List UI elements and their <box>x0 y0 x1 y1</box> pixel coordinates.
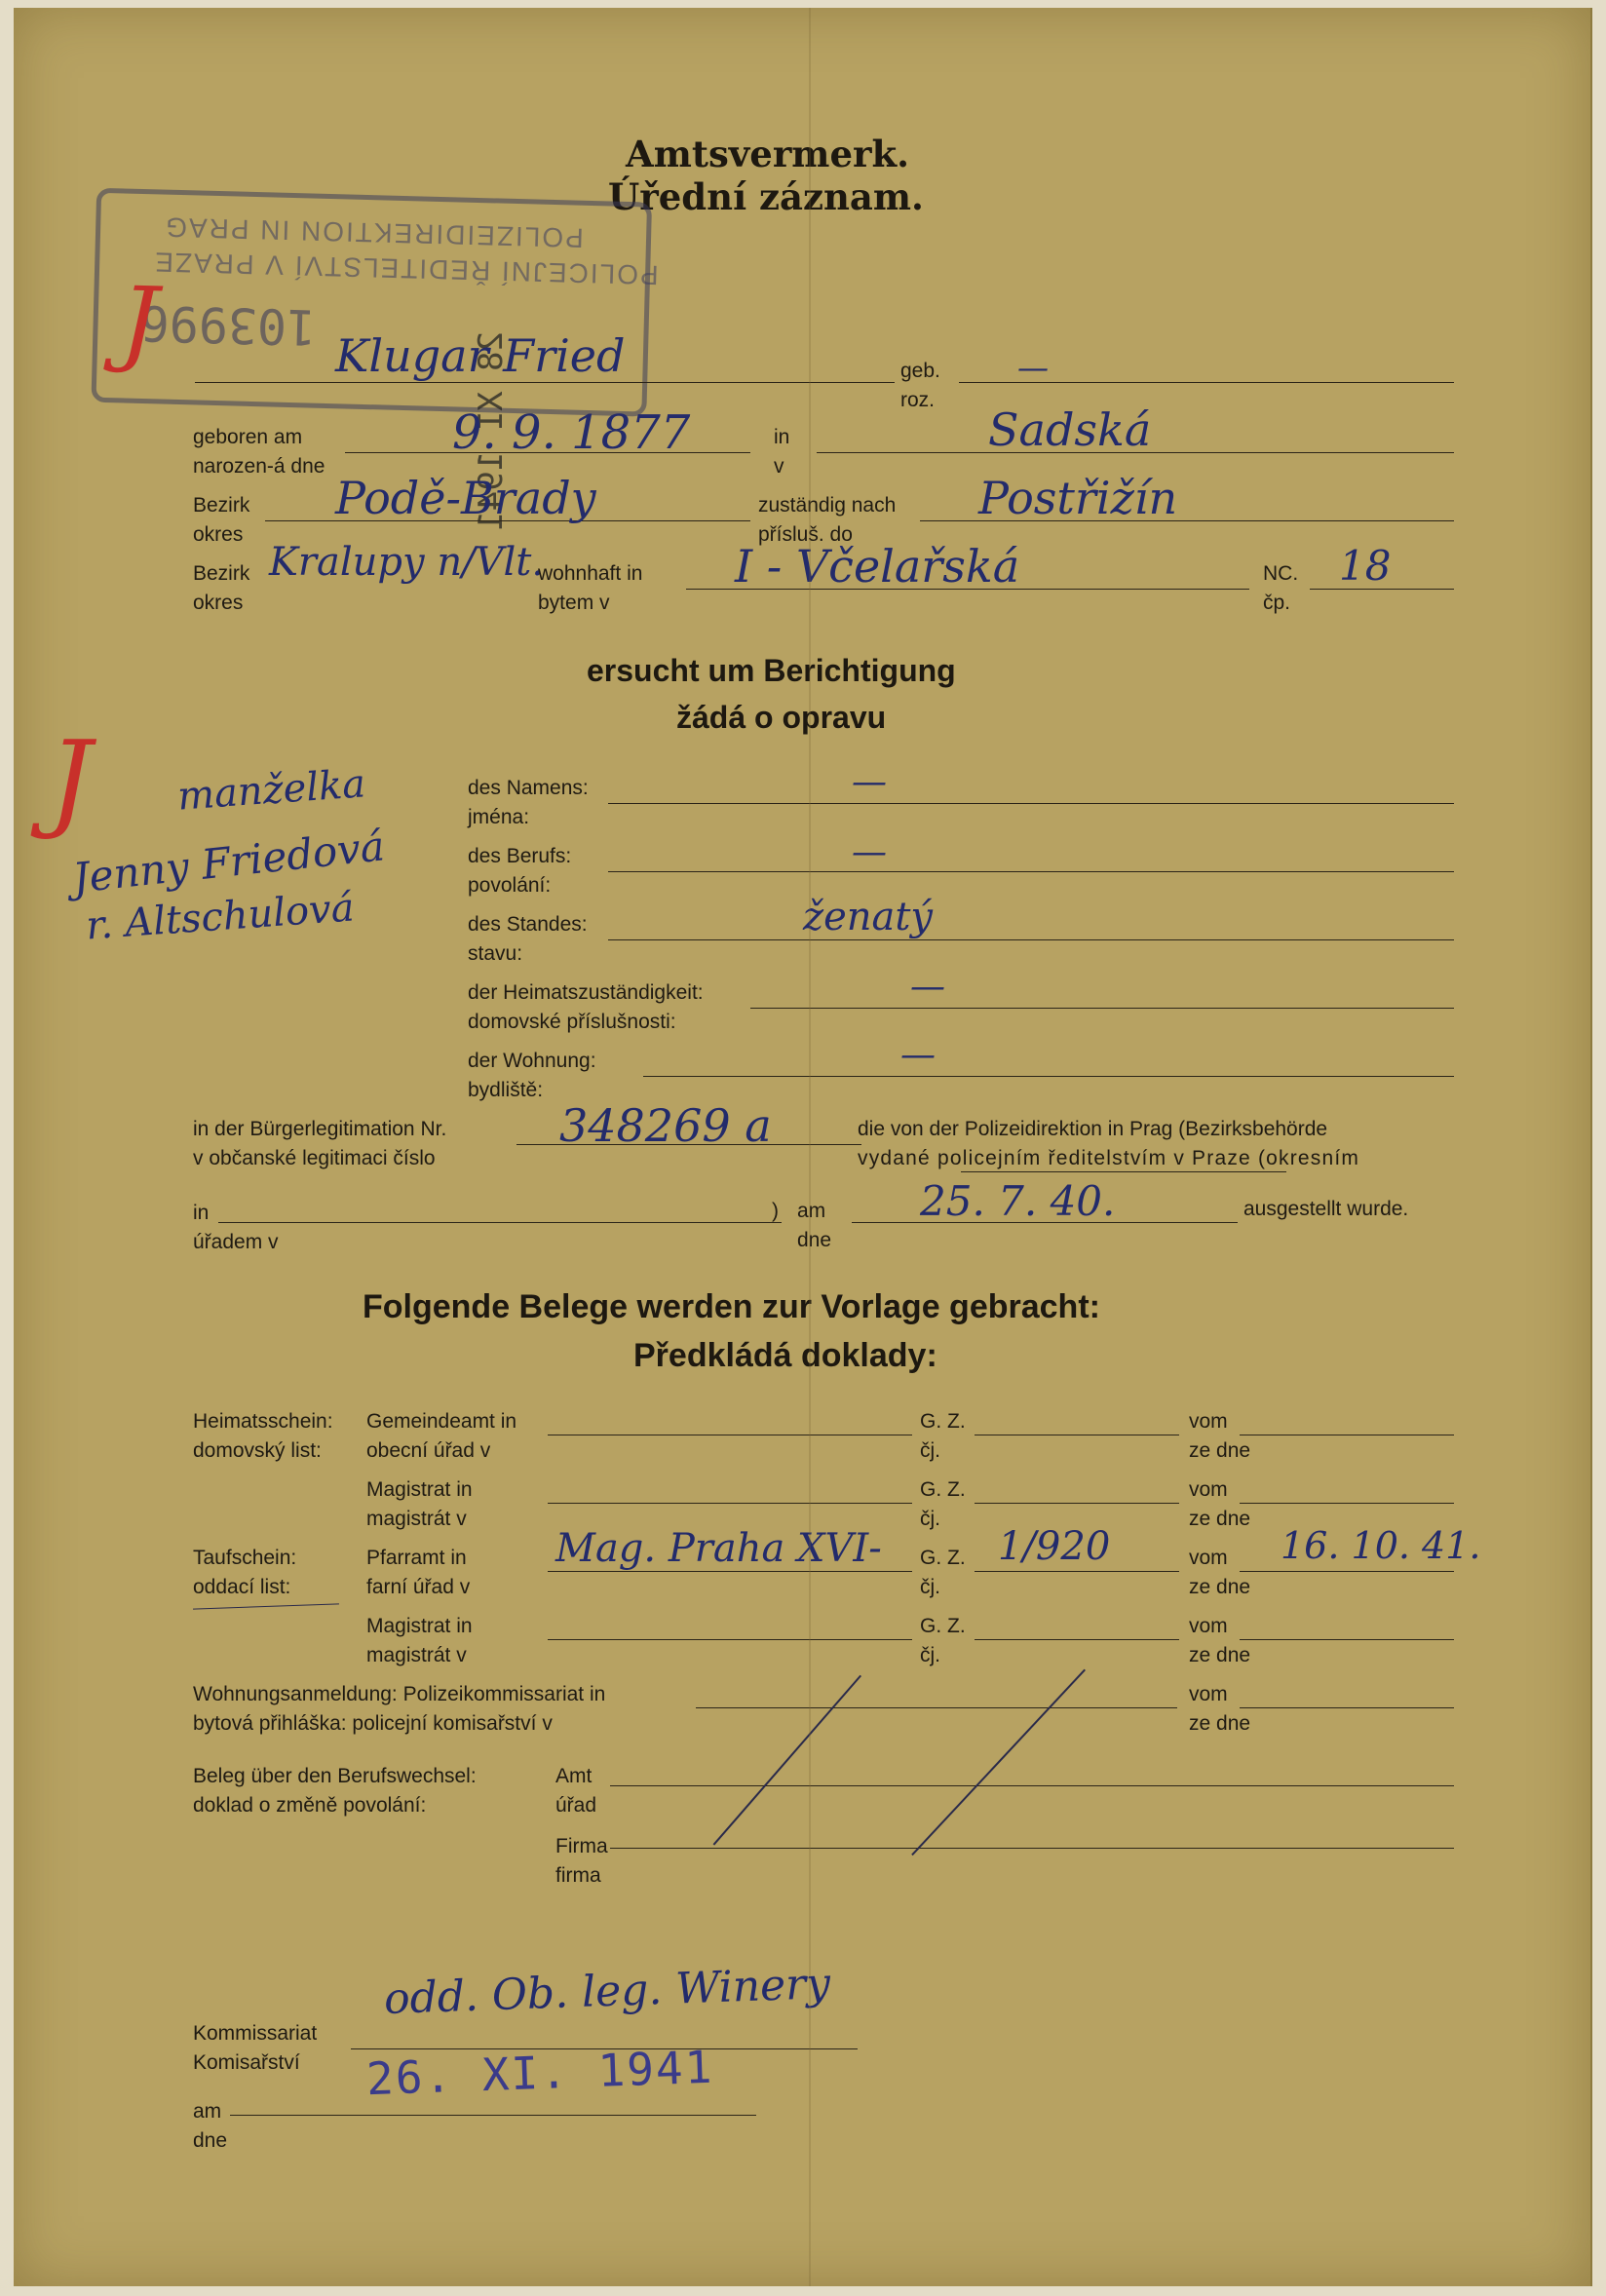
gz-cs-2: čj. <box>920 1508 940 1530</box>
side-note-line1: manželka <box>175 761 367 820</box>
name-value: Klugar Fried <box>335 329 626 382</box>
beleg-cs: doklad o změně povolání: <box>193 1794 427 1817</box>
vom-de-2: vom <box>1189 1478 1228 1501</box>
correction-heimat-cs: domovské příslušnosti: <box>468 1011 676 1033</box>
kommissariat-cs: Komisařství <box>193 2051 300 2074</box>
beleg-de: Beleg über den Berufswechsel: <box>193 1765 477 1787</box>
wohnhaft-value: I - Včelařská <box>735 540 1020 593</box>
footer-am-de: am <box>193 2100 222 2123</box>
firma-de: Firma <box>555 1835 608 1857</box>
gz-de-1: G. Z. <box>920 1410 966 1433</box>
legit-am-de: am <box>797 1200 826 1222</box>
born-value: 9. 9. 1877 <box>452 405 691 460</box>
bezirk-label-cs: okres <box>193 523 244 546</box>
document-sheet <box>14 8 1592 2286</box>
bezirk2-value: Kralupy n/Vlt. <box>269 540 545 585</box>
bezirk-label-de: Bezirk <box>193 494 250 517</box>
side-note-line3: r. Altschulová <box>84 885 356 949</box>
gz-cs-4: čj. <box>920 1644 940 1666</box>
vom-cs-1: ze dne <box>1189 1439 1251 1462</box>
nc-value: 18 <box>1339 542 1392 590</box>
vom-de-4: vom <box>1189 1615 1228 1637</box>
side-note-line2: Jenny Friedová <box>70 822 388 902</box>
amt-cs: úřad <box>555 1794 597 1817</box>
title-de: Amtsvermerk. <box>626 133 910 175</box>
kommissariat-de: Kommissariat <box>193 2022 318 2045</box>
magistrat-de-2: Magistrat in <box>366 1615 473 1637</box>
vom-cs-5: ze dne <box>1189 1712 1251 1735</box>
pfarramt-cs: farní úřad v <box>366 1576 471 1598</box>
date-stamp: 26. XI. 1941 <box>365 2040 715 2106</box>
legit-paren: ) <box>772 1200 779 1222</box>
wohnhaft-label-de: wohnhaft in <box>538 562 643 585</box>
gemeindeamt-de: Gemeindeamt in <box>366 1410 517 1433</box>
bezirk-value: Podě-Brady <box>335 472 596 524</box>
correction-heimat-de: der Heimatszuständigkeit: <box>468 981 704 1004</box>
zustandig-value: Postřižín <box>978 472 1178 524</box>
magistrat-de-1: Magistrat in <box>366 1478 473 1501</box>
correction-name-value: — <box>852 762 887 802</box>
stamp-ref: 103996 <box>138 293 317 356</box>
strike-line <box>713 1675 861 1846</box>
vom-cs-3: ze dne <box>1189 1576 1251 1598</box>
vom-value: 16. 10. 41. <box>1281 1524 1481 1567</box>
correction-berufs-cs: povolání: <box>468 874 552 897</box>
correction-name-de: des Namens: <box>468 777 589 799</box>
taufschein-de: Taufschein: <box>193 1547 297 1569</box>
correction-standes-cs: stavu: <box>468 942 523 965</box>
amt-de: Amt <box>555 1765 593 1787</box>
gz-de-4: G. Z. <box>920 1615 966 1637</box>
legit-value: 348269 a <box>559 1099 772 1152</box>
geb-value: — <box>1017 349 1049 386</box>
stamp-date-rotated: 28 XI 1941 <box>472 331 511 531</box>
legit-text-de: die von der Polizeidirektion in Prag (Bezirksbehörde <box>858 1118 1328 1140</box>
correction-berufs-value: — <box>852 832 887 872</box>
correction-standes-value: ženatý <box>803 895 934 939</box>
legit-in-cs: úřadem v <box>193 1231 279 1253</box>
heimatsschein-de: Heimatsschein: <box>193 1410 333 1433</box>
legit-issued: ausgestellt wurde. <box>1243 1198 1409 1220</box>
bezirk2-label-de: Bezirk <box>193 562 250 585</box>
stamp-line2: POLICEJNÍ ŘEDITELSTVÍ V PRAZE <box>152 247 660 290</box>
title-cs: Úřední záznam. <box>608 175 924 218</box>
correction-name-cs: jména: <box>468 806 530 828</box>
zustandig-label-de: zuständig nach <box>758 494 897 517</box>
stamp-line1: POLIZEIDIREKTION IN PRAG <box>163 211 585 253</box>
heimatsschein-cs: domovský list: <box>193 1439 322 1462</box>
stamp-mark: J <box>119 266 160 377</box>
nc-label-cs: čp. <box>1263 592 1291 614</box>
belege-cs: Předkládá doklady: <box>633 1337 937 1374</box>
gz-cs-1: čj. <box>920 1439 940 1462</box>
geb-label: geb. <box>900 360 940 382</box>
vom-cs-2: ze dne <box>1189 1508 1251 1530</box>
zustandig-label-cs: přísluš. do <box>758 523 853 546</box>
correction-berufs-de: des Berufs: <box>468 845 572 867</box>
fold-line <box>809 8 811 2286</box>
magistrat-cs-2: magistrát v <box>366 1644 467 1666</box>
bezirk2-label-cs: okres <box>193 592 244 614</box>
wohnung-cs: bytová přihláška: policejní komisařství v <box>193 1712 553 1735</box>
nc-label-de: NC. <box>1263 562 1299 585</box>
legit-date-value: 25. 7. 40. <box>920 1177 1116 1225</box>
kommissariat-value: odd. Ob. leg. Winery <box>383 1959 831 2024</box>
born-label-cs: narozen-á dne <box>193 455 325 478</box>
pfarramt-de: Pfarramt in <box>366 1547 467 1569</box>
wohnhaft-label-cs: bytem v <box>538 592 610 614</box>
side-note-mark: J <box>49 717 93 842</box>
firma-cs: firma <box>555 1864 601 1887</box>
belege-de: Folgende Belege werden zur Vorlage gebracht: <box>363 1288 1100 1325</box>
pfarramt-value: Mag. Praha XVI- <box>555 1526 882 1571</box>
gz-de-2: G. Z. <box>920 1478 966 1501</box>
vom-de-5: vom <box>1189 1683 1228 1705</box>
correction-heimat-value: — <box>910 967 945 1007</box>
footer-am-cs: dne <box>193 2129 228 2152</box>
born-label-de: geboren am <box>193 426 303 448</box>
strike-line-2 <box>911 1669 1086 1856</box>
roz-label: roz. <box>900 389 936 411</box>
gz-value: 1/920 <box>998 1524 1111 1569</box>
taufschein-cs: oddací list: <box>193 1576 291 1598</box>
legit-label-de: in der Bürgerlegitimation Nr. <box>193 1118 447 1140</box>
request-de: ersucht um Berichtigung <box>587 653 956 688</box>
vom-cs-4: ze dne <box>1189 1644 1251 1666</box>
legit-text-cs: vydané policejním ředitelstvím v Praze (okresním <box>858 1147 1360 1169</box>
correction-wohnung-cs: bydliště: <box>468 1079 544 1101</box>
correction-standes-de: des Standes: <box>468 913 588 936</box>
wohnung-de: Wohnungsanmeldung: Polizeikommissariat in <box>193 1683 606 1705</box>
in-value: Sadská <box>988 403 1152 456</box>
vom-de-3: vom <box>1189 1547 1228 1569</box>
legit-am-cs: dne <box>797 1229 832 1251</box>
gz-de-3: G. Z. <box>920 1547 966 1569</box>
legit-in-de: in <box>193 1202 210 1224</box>
magistrat-cs-1: magistrát v <box>366 1508 467 1530</box>
gz-cs-3: čj. <box>920 1576 940 1598</box>
correction-wohnung-value: — <box>900 1035 936 1075</box>
in-label-de: in <box>774 426 790 448</box>
vom-de-1: vom <box>1189 1410 1228 1433</box>
correction-wohnung-de: der Wohnung: <box>468 1050 596 1072</box>
in-label-cs: v <box>774 455 784 478</box>
legit-label-cs: v občanské legitimaci číslo <box>193 1147 436 1169</box>
gemeindeamt-cs: obecní úřad v <box>366 1439 491 1462</box>
request-cs: žádá o opravu <box>676 700 887 735</box>
